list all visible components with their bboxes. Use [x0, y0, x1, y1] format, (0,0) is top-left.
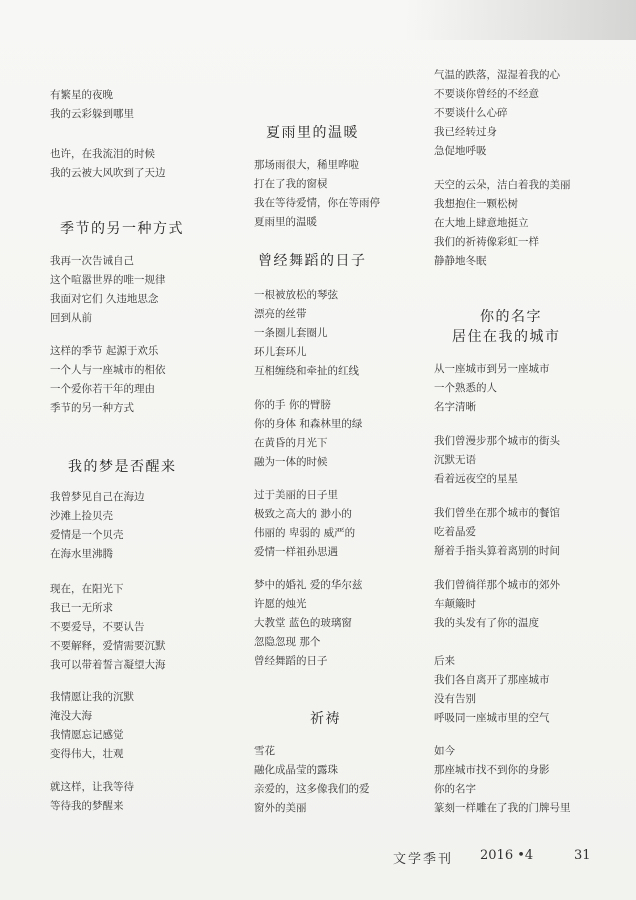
poem-line: 吃着晶爱 — [434, 526, 476, 538]
stanza — [50, 342, 166, 418]
poem-line: 沉默无语 — [434, 454, 476, 466]
stanza — [434, 66, 560, 161]
poem-line: 你的名字 — [434, 783, 476, 795]
stanza — [254, 576, 362, 671]
stanza — [434, 504, 560, 561]
page-number: 31 — [574, 848, 591, 863]
poem-title-summer-rain: 夏雨里的温暖 — [266, 125, 359, 141]
poem-line: 一个爱你若干年的理由 — [50, 383, 155, 395]
poem-line: 在海水里沸腾 — [50, 548, 113, 560]
poem-line: 回到从前 — [50, 312, 92, 324]
poem-line: 等待我的梦醒来 — [50, 800, 124, 812]
poem-line: 不要解释，爱情需要沉默 — [50, 640, 166, 652]
poem-line: 梦中的婚礼 爱的华尔兹 — [254, 579, 363, 591]
magazine-name: 文学季刊 — [393, 852, 454, 867]
poem-line: 从一座城市到另一座城市 — [434, 363, 550, 375]
poem-line: 爱情是一个贝壳 — [50, 529, 124, 541]
stanza — [434, 742, 571, 818]
stanza — [50, 688, 134, 764]
poem-line: 大教堂 蓝色的玻璃窗 — [254, 617, 352, 629]
poem-line: 车颠簸时 — [434, 598, 476, 610]
poem-line: 我们的祈祷像彩虹一样 — [434, 236, 539, 248]
stanza — [50, 488, 145, 564]
poem-line: 掰着手指头算着离别的时间 — [434, 545, 560, 557]
poem-line: 我再一次告诫自己 — [50, 255, 134, 267]
poem-line: 那座城市找不到你的身影 — [434, 764, 550, 776]
poem-title-seasons: 季节的另一种方式 — [60, 221, 184, 237]
poem-line: 就这样，让我等待 — [50, 781, 134, 793]
poem-line: 我想抱住一颗松树 — [434, 198, 518, 210]
stanza — [434, 576, 560, 633]
poem-line: 我们曾徜徉那个城市的郊外 — [434, 579, 560, 591]
poem-line: 我的云被大风吹到了天边 — [50, 167, 166, 179]
poem-line: 那场雨很大，稀里哗啦 — [254, 159, 359, 171]
poem-line: 一个人与一座城市的相依 — [50, 364, 166, 376]
poem-line: 也许，在我流泪的时候 — [50, 148, 155, 160]
poem-line: 我面对它们 久违地思念 — [50, 293, 159, 305]
stanza — [254, 396, 362, 472]
poem-line: 后来 — [434, 655, 455, 667]
poem-line: 曾经舞蹈的日子 — [254, 655, 328, 667]
poem-line: 有繁星的夜晚 — [50, 89, 113, 101]
poem-line: 我们曾坐在那个城市的餐馆 — [434, 507, 560, 519]
stanza — [434, 432, 560, 489]
poem-line: 天空的云朵，洁白着我的美丽 — [434, 179, 571, 191]
poem-line: 亲爱的，这多像我们的爱 — [254, 783, 370, 795]
stanza — [50, 145, 166, 183]
poem-line: 不要谈你曾经的不经意 — [434, 88, 539, 100]
poem-line: 如今 — [434, 745, 455, 757]
poem-line: 互相缠绕和牵扯的红线 — [254, 365, 359, 377]
poem-line: 我的头发有了你的温度 — [434, 617, 539, 629]
poem-title-your-name-2: 居住在我的城市 — [452, 329, 561, 345]
poem-line: 你的手 你的臂膀 — [254, 399, 331, 411]
poem-line: 一个熟悉的人 — [434, 382, 497, 394]
poem-line: 沙滩上捡贝壳 — [50, 510, 113, 522]
poem-line: 忽隐忽现 那个 — [254, 636, 321, 648]
poem-line: 你的身体 和森林里的绿 — [254, 418, 363, 430]
stanza — [254, 486, 355, 562]
poem-line: 许愿的烛光 — [254, 598, 307, 610]
scan-shadow — [406, 0, 636, 40]
poem-line: 淹没大海 — [50, 710, 92, 722]
poem-line: 漂亮的丝带 — [254, 308, 307, 320]
poem-line: 在黄昏的月光下 — [254, 437, 328, 449]
poem-line: 一根被放松的琴弦 — [254, 289, 338, 301]
poem-line: 一条圈儿套圈儿 — [254, 327, 328, 339]
poem-line: 没有告别 — [434, 693, 476, 705]
poem-line: 现在，在阳光下 — [50, 583, 124, 595]
poem-line: 变得伟大，壮观 — [50, 748, 124, 760]
stanza — [434, 360, 550, 417]
poem-line: 我们曾漫步那个城市的街头 — [434, 435, 560, 447]
poem-line: 呼吸同一座城市里的空气 — [434, 712, 550, 724]
poem-line: 我在等待爱情，你在等雨停 — [254, 197, 380, 209]
poem-line: 静静地冬眠 — [434, 255, 487, 267]
stanza — [50, 580, 166, 675]
stanza — [50, 252, 166, 328]
poem-line: 我的云彩躲到哪里 — [50, 108, 134, 120]
poem-line: 这样的季节 起源于欢乐 — [50, 345, 159, 357]
poem-line: 在大地上肆意地挺立 — [434, 217, 529, 229]
poem-line: 篆刻一样雕在了我的门牌号里 — [434, 802, 571, 814]
poem-line: 伟丽的 卑弱的 威严的 — [254, 527, 356, 539]
poem-line: 雪花 — [254, 745, 275, 757]
poem-title-prayer: 祈祷 — [310, 711, 341, 727]
poem-line: 我们各自离开了那座城市 — [434, 674, 550, 686]
poem-line: 我已一无所求 — [50, 602, 113, 614]
stanza — [50, 778, 134, 816]
poem-line: 融化成晶莹的露珠 — [254, 764, 338, 776]
poem-line: 这个喧嚣世界的唯一规律 — [50, 274, 166, 286]
poem-line: 夏雨里的温暖 — [254, 216, 317, 228]
poem-line: 极致之高大的 渺小的 — [254, 508, 352, 520]
stanza — [434, 652, 550, 728]
stanza — [254, 156, 380, 232]
stanza — [50, 86, 134, 124]
poem-title-your-name: 你的名字 — [480, 309, 542, 325]
poem-line: 窗外的美丽 — [254, 802, 307, 814]
poem-title-dancing-days: 曾经舞蹈的日子 — [258, 253, 367, 269]
poem-line: 我情愿忘记感觉 — [50, 729, 124, 741]
poem-line: 打在了我的窗棂 — [254, 178, 328, 190]
poem-line: 季节的另一种方式 — [50, 402, 134, 414]
poem-line: 气温的跌落，湿湿着我的心 — [434, 69, 560, 81]
issue-number: 2016 •4 — [480, 848, 534, 863]
stanza — [434, 176, 571, 271]
stanza — [254, 742, 370, 818]
poem-line: 我可以带着誓言凝望大海 — [50, 659, 166, 671]
poem-line: 我情愿让我的沉默 — [50, 691, 134, 703]
poem-line: 不要爱导，不要认告 — [50, 621, 145, 633]
poem-title-dream: 我的梦是否醒来 — [68, 459, 177, 475]
poem-line: 看着远夜空的星星 — [434, 473, 518, 485]
poem-line: 环儿套环儿 — [254, 346, 307, 358]
stanza — [254, 286, 359, 381]
poem-line: 融为一体的时候 — [254, 456, 328, 468]
poem-line: 急促地呼吸 — [434, 145, 487, 157]
poem-line: 不要谈什么心碎 — [434, 107, 508, 119]
poem-line: 爱情一样祖孙思遇 — [254, 546, 338, 558]
poem-line: 过于美丽的日子里 — [254, 489, 338, 501]
poem-line: 我曾梦见自己在海边 — [50, 491, 145, 503]
poem-line: 名字清晰 — [434, 401, 476, 413]
poem-line: 我已经转过身 — [434, 126, 497, 138]
